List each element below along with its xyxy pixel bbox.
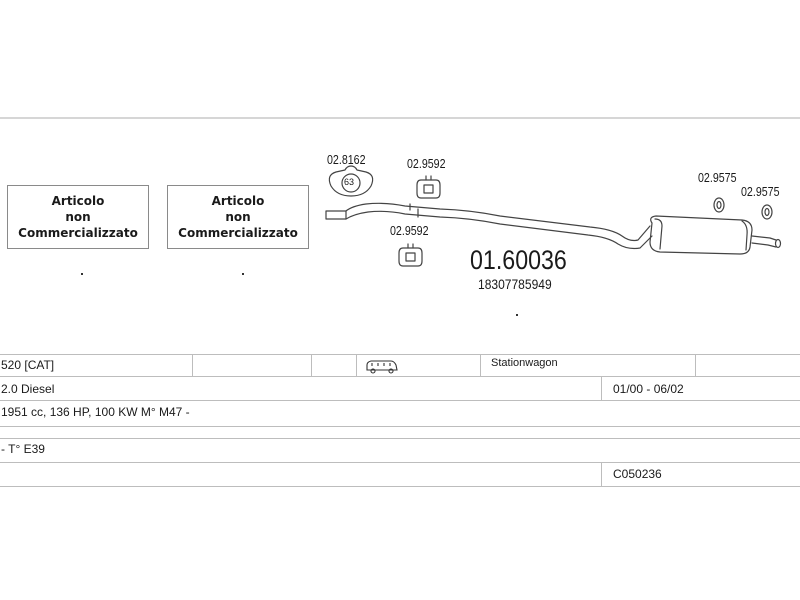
rubber-ring-icon-b-inner	[765, 209, 769, 216]
table-row	[0, 462, 800, 487]
table-bottom-border	[0, 486, 800, 487]
model-cell: 520 [CAT]	[1, 358, 55, 372]
tail-pipe	[752, 236, 776, 247]
table-row	[0, 438, 800, 463]
pipe-inlet	[326, 211, 346, 219]
na-box-2-line2: non	[225, 210, 251, 224]
part-number-hanger-bottom: 02.9592	[390, 223, 429, 238]
na-box-1-line2: non	[65, 210, 91, 224]
table-row	[0, 376, 800, 401]
oe-number: 18307785949	[478, 276, 552, 292]
rubber-ring-icon-a-inner	[717, 202, 721, 209]
part-number-ring-b: 02.9575	[741, 184, 780, 199]
na-box-2-line1: Articolo	[211, 194, 265, 208]
engine-cell: 2.0 Diesel	[1, 382, 55, 396]
na-box-1-line1: Articolo	[51, 194, 105, 208]
main-part-number: 01.60036	[470, 245, 567, 275]
rubber-hanger-icon-bottom	[399, 244, 422, 266]
na-box-2-line3: Commercializzato	[178, 226, 298, 240]
main-part-marker	[516, 314, 518, 316]
clamp-size-label: 63	[344, 177, 355, 187]
part-number-hanger-top: 02.9592	[407, 156, 446, 171]
body-type-cell: Stationwagon	[491, 357, 558, 369]
rubber-ring-icon-a	[714, 198, 724, 212]
na-box-1-line3: Commercializzato	[18, 226, 138, 240]
part-number-ring-a: 02.9575	[698, 170, 737, 185]
years-cell: 01/00 - 06/02	[613, 382, 684, 396]
rubber-hanger-icon-top	[417, 176, 440, 198]
code-cell: C050236	[613, 467, 662, 481]
muffler-body	[650, 216, 752, 254]
chassis-cell: - T° E39	[1, 442, 45, 456]
table-row	[0, 400, 800, 427]
part-number-clamp: 02.8162	[327, 152, 366, 167]
specs-cell: 1951 cc, 136 HP, 100 KW M° M47 -	[1, 405, 190, 419]
table-row	[0, 354, 800, 377]
rubber-ring-icon-b	[762, 205, 772, 219]
